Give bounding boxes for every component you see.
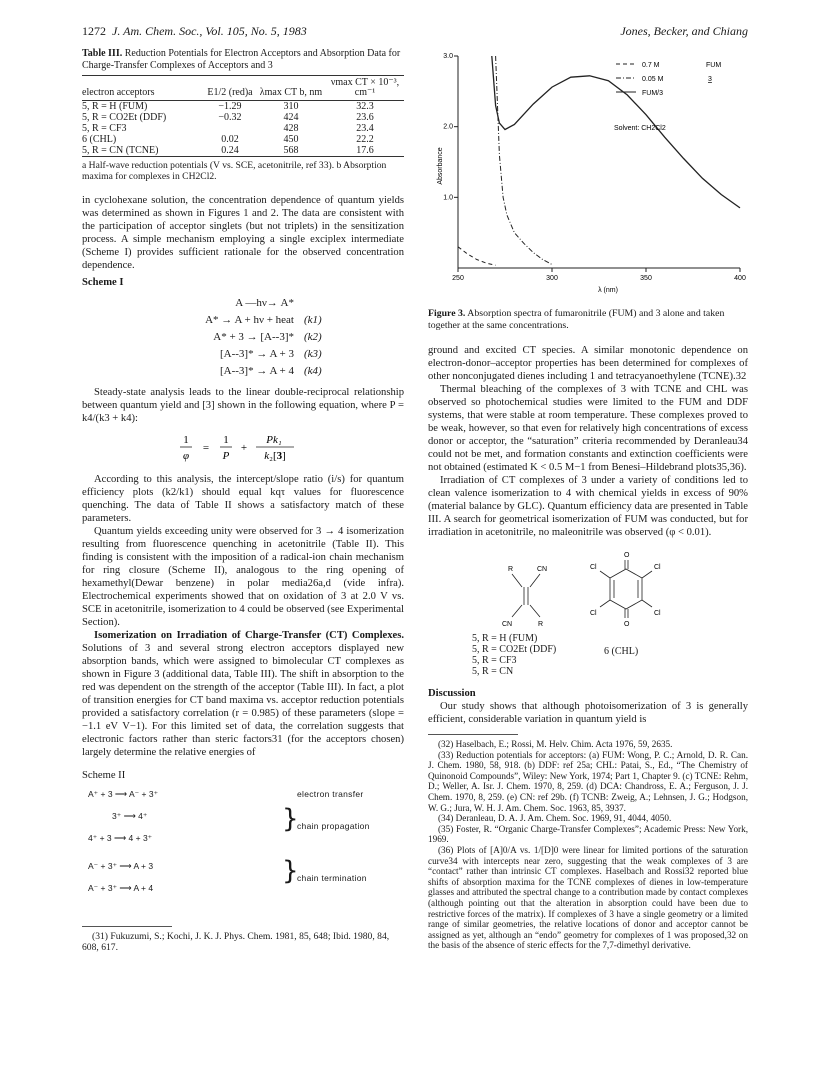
atom-label: Cl [654,564,661,571]
x-tick-label: 250 [452,275,464,282]
solvent-annotation: Solvent: CH2Cl2 [614,125,666,132]
paragraph: Our study shows that although photoisomerization of 3 is generally efficient, considerable variation in quantum yield is [428,701,748,725]
cell-lambda: 310 [283,101,299,112]
svg-text:1: 1 [183,434,189,446]
cell-acceptor: 5, R = H (FUM) [82,101,148,112]
reference-divider [428,734,518,735]
svg-text:+: + [240,442,248,454]
brace-propagation: } [282,804,299,834]
scheme1-rate-constant: (k4) [304,365,322,377]
page-header-left [82,24,307,39]
structure-label: 5, R = CO2Et (DDF) [472,644,557,655]
y-axis-label: Absorbance [437,147,444,185]
page-number: 1272 [82,24,106,38]
y-tick-label: 2.0 [443,123,453,131]
cell-lambda: 450 [283,134,299,145]
atom-label: O [624,552,630,559]
scheme2-mechanism [82,786,404,918]
cell-acceptor: 5, R = CN (TCNE) [82,145,159,156]
table-body [82,101,404,157]
reference-entry: (34) Deranleau, D. A. J. Am. Chem. Soc. 1969, 91, 4044, 4050. [438,813,672,824]
cell-nu: 23.6 [356,112,374,123]
scheme2-label: chain termination [297,873,367,883]
structure-label: 5, R = CN [472,666,514,677]
paragraph [82,629,404,759]
series-line-1 [496,56,552,265]
cell-nu: 23.4 [356,123,374,134]
footnote-divider [82,926,172,927]
section-heading: Isomerization on Irradiation of Charge-Transfer (CT) Complexes. [94,630,404,641]
y-tick-label: 1.0 [443,194,453,202]
scheme1-step [144,363,404,380]
cell-nu: 22.2 [356,134,374,145]
journal-citation: J. Am. Chem. Soc., Vol. 105, No. 5, 1983 [112,24,307,38]
header-e12: E1/2 (red)a [207,87,253,98]
scheme1-equation: A —hν→ A* [235,297,294,309]
scheme1-rate-constant: (k3) [304,348,322,360]
left-column [82,48,404,953]
x-tick-label: 300 [546,275,558,282]
cell-lambda: 428 [283,123,299,134]
reference-entry: (35) Foster, R. “Organic Charge-Transfer Complexes”; Academic Press: New York, 1969. [428,823,748,845]
atom-label: CN [502,621,513,628]
legend-label-fum: FUM [706,62,722,69]
scheme2-step: 3⁺ ⟶ 4⁺ [112,811,148,821]
rate-equation [82,431,404,467]
cell-e12: −1.29 [218,101,242,112]
x-tick-label: 350 [640,275,652,282]
scheme1-rate-constant [304,295,344,312]
chart-axes [443,53,746,282]
paragraph: According to this analysis, the intercept/slope ratio (i/s) for quantum efficiency plots (k2/k1) should equal kqτ values for fluorescence quenching. The data of Table II shows a satisfactory match of these parameters. [82,474,404,524]
scheme1-step [144,312,404,329]
atom-label: O [624,621,630,628]
reduction-potentials-table [82,75,404,157]
cell-acceptor: 6 (CHL) [82,134,117,145]
cell-e12: 0.24 [221,145,239,156]
svg-text:1: 1 [223,434,229,446]
cell-e12: −0.32 [218,112,242,123]
figure-caption-text: Absorption spectra of fumaronitrile (FUM) and 3 alone and taken together at the same concentrations. [428,308,725,331]
cell-lambda: 568 [283,145,299,156]
atom-label: Cl [590,564,597,571]
scheme1-mechanism [144,295,404,380]
structure5-labels [472,633,556,677]
absorption-chart [428,48,748,296]
series-line-0 [458,247,496,265]
svg-text:φ: φ [182,450,190,462]
atom-label: R [538,621,544,628]
scheme2-step: A⁻ + 3⁺ ⟶ A + 3 [88,861,154,871]
footnote-block [82,926,404,953]
scheme2-label: chain propagation [297,821,370,831]
header-nu: νmax CT × 10⁻³, cm⁻¹ [330,77,400,98]
x-axis-label: λ (nm) [598,287,618,294]
legend-label-fum3: FUM/3 [642,90,663,97]
reference-entry: (33) Reduction potentials for acceptors: (a) FUM: Wong, P. C.; Arnold, D. R. Can. J. Chem. 1980, 58, 918. (b) DDF: ref 25a; CHL: Patai, S., Ed., “The Chemistry of Quinonoid Compounds”, Wiley: New York, 1974; Part 1, Chapter 9. (c) TCNE: Rehm, D.; Weller, A. Isr. J. Chem. 1970, 8, 259. (d) DCA: Chandross, E. A.; Ferguson, J. J. Chem. 1970, 8, 259. (e) CN: ref 29b. (f) TCNB: Zweig, A.; Lehnsen, J. G.; Hodgson, W. G.; Jura, W. H. J. Am. Chem. Soc. 1963, 85, 3937. [428,749,748,813]
table-row [82,112,404,123]
reference-entry: (32) Haselbach, E.; Rossi, M. Helv. Chim. Acta 1976, 59, 2635. [438,739,673,749]
scheme1-rate-constant: (k1) [304,314,322,326]
table-row [82,145,404,157]
right-column [428,48,748,951]
cell-acceptor: 5, R = CO2Et (DDF) [82,112,167,123]
scheme1-title: Scheme I [82,277,124,288]
paragraph: Steady-state analysis leads to the linear double-reciprocal relationship between quantum yield and [3] shown in the following equation, where P = k4/(k3 + k4): [82,387,404,424]
brace-termination: } [282,856,299,886]
scheme1-step [144,295,404,312]
figure-caption-label: Figure 3. [428,308,466,319]
scheme1-equation: A* → A + hν + heat [205,314,294,326]
scheme2-label: electron transfer [297,789,364,799]
cell-nu: 17.6 [356,145,374,156]
paragraph: ground and excited CT species. A similar monotonic dependence on electron-donor–acceptor properties has been determined for complexes of other nonconjugated dienes including 1 and tetracyanoethylene (TCNE).32 [428,345,748,382]
paragraph: Thermal bleaching of the complexes of 3 with TCNE and CHL was observed so photochemical studies were limited to the FUM and DDF systems, that were stable at room temperature. These complexes proved to be weak, however, so that even for relatively high concentrations of excess donor or acceptor, the “saturation” criteria recommended by Deranleau34 could not be met, and formation constants and extinction coefficients were not obtained (estimated K < 0.5 M−1 from Benesi–Hildebrand plots35,36). [428,384,748,473]
legend-label-3: 3 [708,76,712,83]
header-acceptors: electron acceptors [82,87,155,98]
table-caption-text: Reduction Potentials for Electron Acceptors and Absorption Data for Charge-Transfer Complexes of Acceptors and 3 [82,48,401,71]
structure-label: 5, R = H (FUM) [472,633,538,644]
cell-nu: 32.3 [356,101,374,112]
scheme1-step [144,346,404,363]
scheme1-equation: A* + 3 → [A--3]* [213,331,294,343]
scheme2-step: A⁺ + 3 ⟶ A⁻ + 3⁺ [88,789,159,799]
y-tick-label: 3.0 [443,53,453,60]
chart-series-group [458,56,740,265]
chart-legend [616,62,721,97]
cell-e12: 0.02 [221,134,239,145]
scheme1-rate-constant: (k2) [304,331,322,343]
references [428,734,748,951]
paragraph: in cyclohexane solution, the concentration dependence of quantum yields was determined as shown in Figures 1 and 2. The data are consistent with the participation of acceptor singlets (but not triplets) in the sensitization process. A simple mechanism employing a single exciplex intermediate (Scheme I) provides sufficient rationale for the observed concentration dependence. [82,195,404,271]
table-caption [82,48,404,72]
atom-label: R [508,566,514,573]
figure3 [428,48,748,306]
paragraph: Quantum yields exceeding unity were observed for 3 → 4 isomerization resulting from fluorescence quenching in acetonitrile (Table II). This finding is consistent with the imposition of a radical-ion chain mechanism for ring closure (Scheme II), analogous to the ring opening of hexamethyl(Dewar benzene) in polar media26a,d (vide infra). Electrochemical experiments showed that on oxidation of 3 at 2.0 V vs. SCE in acetonitrile, isomerization to 4 could be observed (see Experimental Section). [82,526,404,628]
cell-lambda: 424 [283,112,299,123]
running-head [82,24,748,40]
svg-text:Pk₁: Pk₁ [266,434,282,446]
scheme1-step [144,329,404,346]
header-lambda: λmax CT b, nm [259,87,323,98]
reference-entry: (36) Plots of [A]0/A vs. 1/[D]0 were linear for limited portions of the saturation curve34 with intercepts near zero, suggesting that the weak complexes of 3 are “contact” rather than intrinsic CT complexes. Haselbach and Rossi32 reported blue shifts of absorption maxima for the TCNE complexes of dienes in low-temperature glasses and attributed the spectral change to a contribution made by contact complexes (although pointing out that the alteration in absorption could have been due to restrictive forces of the matrix). If complexes of 3 have a single geometry or a limited range of similar geometries, the relative locations of donor and acceptor cannot be assigned as yet, although an “endo” geometry for complexes of 1 was proposed,32 on the basis of the absence of steric effects for the 7,7-dimethyl derivative. [428,844,748,951]
rate-equation-graphic [82,431,404,467]
paragraph-text: Solutions of 3 and several strong electron acceptors displayed new absorption bands, which were assigned to bimolecular CT complexes as shown in Figure 3 (additional data, Table III). The shift in absorption to the red was dependent on the strength of the acceptor (Table III). In fact, a plot of transition energies for CT band maxima vs. acceptor reduction potentials provided a satisfactory correlation (r = 0.985) of these parameters (slope = −1.1 eV V−1). For this limited set of data, the correlation suggests that electronic factors rather than steric factors31 (for the acceptors chosen) largely determine the relative energies of [82,643,404,758]
cell-acceptor: 5, R = CF3 [82,123,127,134]
atom-label: Cl [590,610,597,617]
structure6-label: 6 (CHL) [604,646,639,657]
footnote-31: (31) Fukuzumi, S.; Kochi, J. K. J. Phys. Chem. 1981, 85, 648; Ibid. 1980, 84, 608, 617. [82,931,390,953]
svg-text:=: = [202,442,210,454]
author-list: Jones, Becker, and Chiang [620,24,748,38]
svg-text:k₂[3]: k₂[3] [264,450,286,462]
legend-conc-3: 0.05 M [642,76,664,83]
structures-5-and-6 [428,547,748,677]
paragraph: Irradiation of CT complexes of 3 under a variety of conditions led to clean valence isomerization to 4 with chemical yields in excess of 90% (material balance by GLC). Quantum efficiency data are presented in Table III. A search for geometrical isomerization of FUM was conducted, but for irradiation in acetonitrile, no maleonitrile was observed (φ < 0.01). [428,475,748,538]
table-footnote: a Half-wave reduction potentials (V vs. SCE, acetonitrile, ref 33). b Absorption maxima for complexes in CH2Cl2. [82,160,387,182]
table-row [82,101,404,113]
scheme1-equation: [A--3]* → A + 3 [219,348,294,360]
scheme1-equation: [A--3]* → A + 4 [219,365,294,377]
scheme2-step: 4⁺ + 3 ⟶ 4 + 3⁺ [88,833,153,843]
atom-label: CN [537,566,548,573]
x-tick-label: 400 [734,275,746,282]
scheme2-step: A⁻ + 3⁺ ⟶ A + 4 [88,883,154,893]
atom-label: Cl [654,610,661,617]
table-row [82,123,404,134]
table-row [82,134,404,145]
cell-e12 [204,123,256,134]
discussion-heading: Discussion [428,688,476,699]
figure-caption [428,308,748,332]
legend-conc-fum: 0.7 M [642,62,660,69]
scheme2-title: Scheme II [82,770,126,781]
structure-label: 5, R = CF3 [472,655,517,666]
svg-text:P: P [222,450,230,462]
table-caption-label: Table III. [82,48,123,59]
